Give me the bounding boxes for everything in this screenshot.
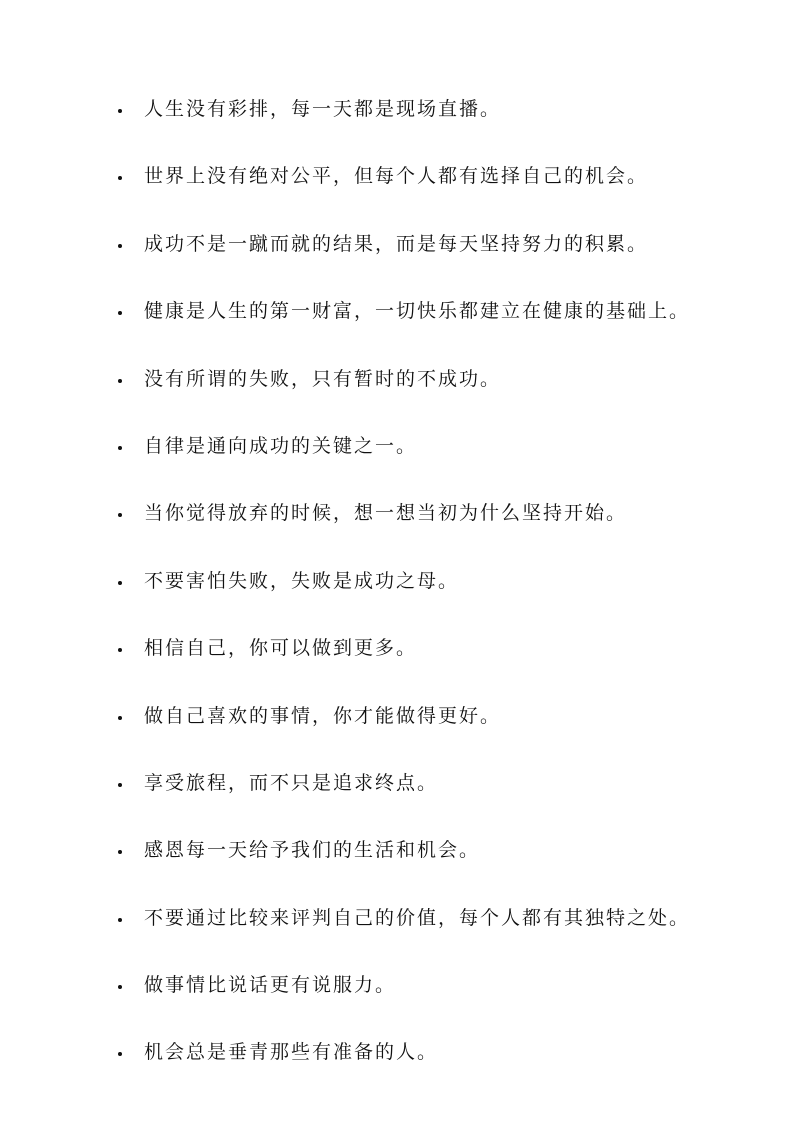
- list-item: [118, 563, 758, 599]
- list-item: [118, 832, 758, 868]
- list-item: [118, 91, 758, 127]
- list-item-text: 人生没有彩排，每一天都是现场直播。: [144, 98, 502, 120]
- list-item-text: 成功不是一蹴而就的结果，而是每天坚持努力的积累。: [144, 232, 649, 255]
- bullet-icon: [118, 918, 122, 922]
- list-item: [118, 630, 758, 666]
- list-item-text: 不要通过比较来评判自己的价值，每个人都有其独特之处。: [144, 906, 691, 929]
- bullet-icon: [118, 176, 122, 180]
- list-item: [118, 765, 758, 801]
- list-item: [118, 428, 758, 464]
- bullet-icon: [118, 379, 122, 383]
- list-item: [118, 361, 758, 397]
- bullet-icon: [118, 244, 122, 248]
- bullet-icon: [118, 850, 122, 854]
- list-item-text: 感恩每一天给予我们的生活和机会。: [144, 839, 481, 862]
- list-item-text: 健康是人生的第一财富，一切快乐都建立在健康的基础上。: [144, 300, 691, 323]
- list-item: [118, 495, 758, 531]
- list-item-text: 世界上没有绝对公平，但每个人都有选择自己的机会。: [144, 165, 649, 188]
- bullet-icon: [118, 581, 122, 585]
- list-item-text: 当你觉得放弃的时候，想一想当初为什么坚持开始。: [144, 502, 628, 525]
- quote-list: [118, 91, 758, 1102]
- bullet-icon: [118, 1052, 122, 1056]
- list-item: [118, 293, 758, 329]
- bullet-icon: [118, 446, 122, 450]
- bullet-icon: [118, 109, 122, 113]
- list-item: [118, 698, 758, 734]
- bullet-icon: [118, 985, 122, 989]
- list-item-text: 相信自己，你可以做到更多。: [144, 637, 418, 660]
- list-item-text: 不要害怕失败，失败是成功之母。: [144, 569, 460, 592]
- list-item-text: 没有所谓的失败，只有暂时的不成功。: [144, 367, 502, 390]
- list-item: [118, 158, 758, 194]
- list-item-text: 做自己喜欢的事情，你才能做得更好。: [144, 704, 502, 727]
- list-item-text: 享受旅程，而不只是追求终点。: [144, 771, 439, 794]
- bullet-icon: [118, 783, 122, 787]
- list-item-text: 机会总是垂青那些有准备的人。: [144, 1041, 439, 1064]
- bullet-icon: [118, 648, 122, 652]
- bullet-icon: [118, 513, 122, 517]
- list-item: [118, 967, 758, 1003]
- list-item: [118, 1034, 758, 1070]
- bullet-icon: [118, 716, 122, 720]
- list-item-text: 自律是通向成功的关键之一。: [144, 434, 418, 457]
- list-item: [118, 226, 758, 262]
- list-item: [118, 900, 758, 936]
- list-item-text: 做事情比说话更有说服力。: [144, 974, 397, 997]
- bullet-icon: [118, 311, 122, 315]
